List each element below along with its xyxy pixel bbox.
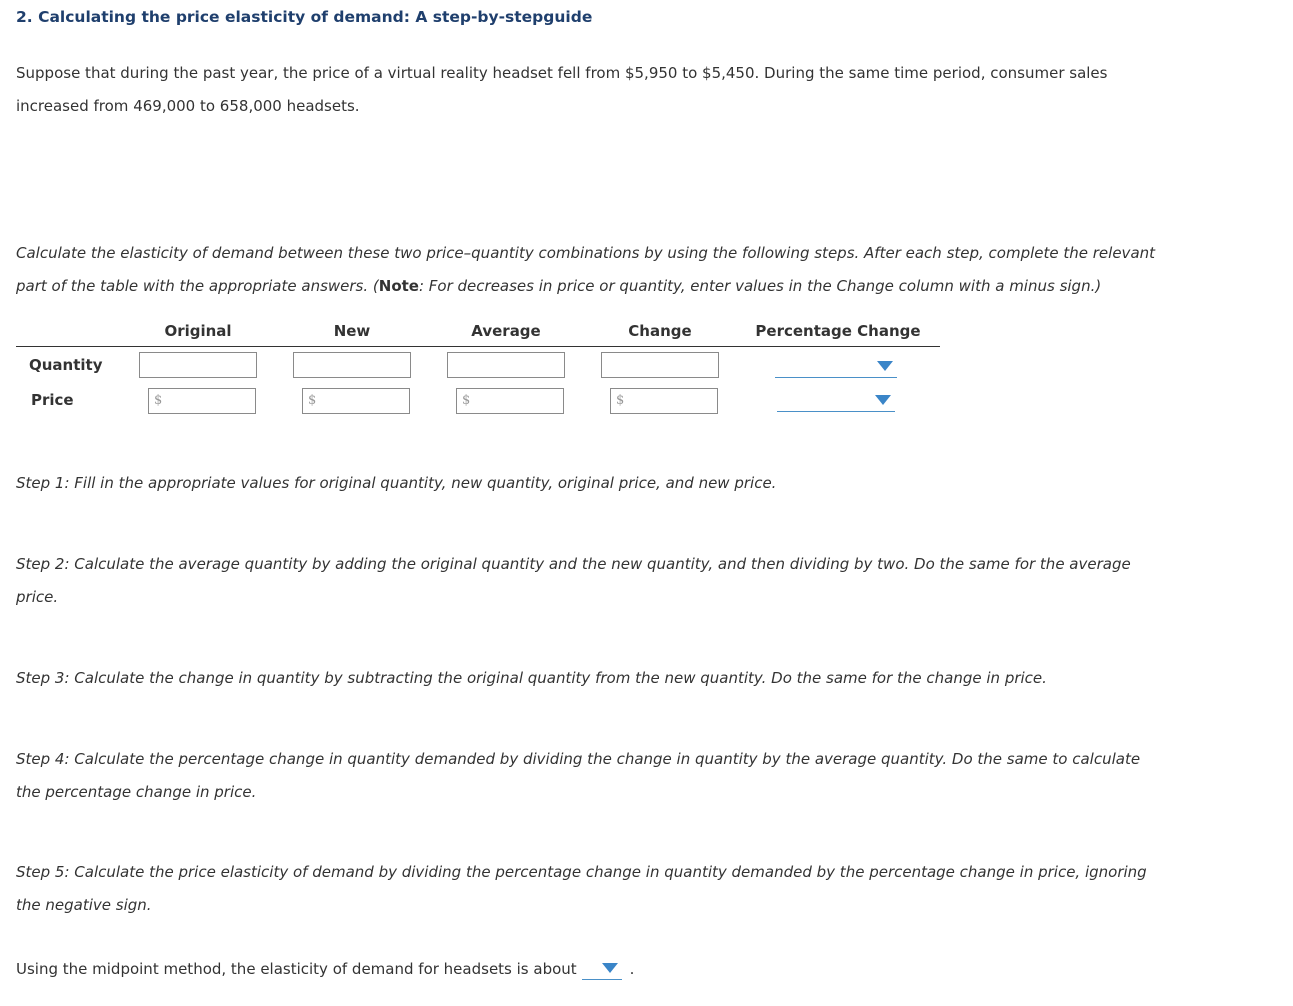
instructions-paragraph	[16, 237, 1155, 302]
sentence-end: .	[629, 960, 635, 978]
step-3: Step 3: Calculate the change in quantity by subtracting the original quantity from the new quantity. Do the same for the change in price.	[16, 669, 1047, 687]
price-new-input[interactable]	[302, 388, 410, 414]
note-label: Note	[378, 276, 419, 295]
quantity-new-input[interactable]	[293, 352, 411, 378]
dollar-prefix: $	[308, 393, 317, 408]
quantity-average-input[interactable]	[447, 352, 565, 378]
step-2	[16, 548, 1131, 613]
price-change-input[interactable]	[610, 388, 718, 414]
intro-paragraph	[16, 57, 1107, 122]
price-original-input[interactable]	[148, 388, 256, 414]
dollar-prefix: $	[616, 393, 625, 408]
quantity-percentage-change-dropdown[interactable]	[775, 354, 897, 378]
instructions-line-2a: part of the table with the appropriate answers. (	[16, 276, 379, 295]
price-percentage-change-dropdown[interactable]	[777, 388, 895, 412]
instructions-line-2b: : For decreases in price or quantity, enter values in the Change column with a minus sign.)	[418, 276, 1102, 295]
intro-line-1: Suppose that during the past year, the price of a virtual reality headset fell from $5,950 to $5,450. During the same time period, consumer sales	[16, 64, 1108, 82]
intro-line-2: increased from 469,000 to 658,000 headsets.	[16, 96, 360, 115]
step-4-line-2: the percentage change in price.	[16, 782, 257, 801]
chevron-down-icon	[602, 963, 618, 973]
header-change: Change	[628, 322, 692, 340]
step-4-line-1: Step 4: Calculate the percentage change in quantity demanded by dividing the change in quantity by the average quantity. Do the same to calculate	[16, 750, 1141, 768]
dollar-prefix: $	[154, 393, 163, 408]
chevron-down-icon	[875, 395, 891, 405]
elasticity-dropdown[interactable]	[582, 957, 622, 980]
header-average: Average	[471, 322, 541, 340]
step-1: Step 1: Fill in the appropriate values for original quantity, new quantity, original price, and new price.	[16, 474, 777, 492]
elasticity-question	[16, 955, 634, 983]
quantity-original-input[interactable]	[139, 352, 257, 378]
header-percentage-change: Percentage Change	[755, 322, 921, 340]
chevron-down-icon	[877, 361, 893, 371]
step-5-line-1: Step 5: Calculate the price elasticity of demand by dividing the percentage change in quantity demanded by the percentage change in price, ignoring	[16, 863, 1147, 881]
dollar-prefix: $	[462, 393, 471, 408]
table-header-rule	[16, 346, 940, 347]
step-5	[16, 856, 1147, 921]
elasticity-question-text: Using the midpoint method, the elasticity of demand for headsets is about	[16, 960, 577, 978]
step-2-line-1: Step 2: Calculate the average quantity by adding the original quantity and the new quantity, and then dividing by two. Do the same for the average	[16, 555, 1131, 573]
quantity-change-input[interactable]	[601, 352, 719, 378]
step-5-line-2: the negative sign.	[16, 895, 152, 914]
header-original: Original	[164, 322, 232, 340]
row-label-price: Price	[31, 391, 74, 409]
header-new: New	[333, 322, 371, 340]
instructions-line-1: Calculate the elasticity of demand between these two price–quantity combinations by using the following steps. After each step, complete the relevant	[16, 244, 1156, 262]
step-2-line-2: price.	[16, 587, 59, 606]
page-title: 2. Calculating the price elasticity of demand: A step-by-stepguide	[16, 8, 593, 26]
instructions-line-2	[16, 270, 1155, 303]
step-4	[16, 743, 1140, 808]
price-average-input[interactable]	[456, 388, 564, 414]
row-label-quantity: Quantity	[29, 356, 103, 374]
